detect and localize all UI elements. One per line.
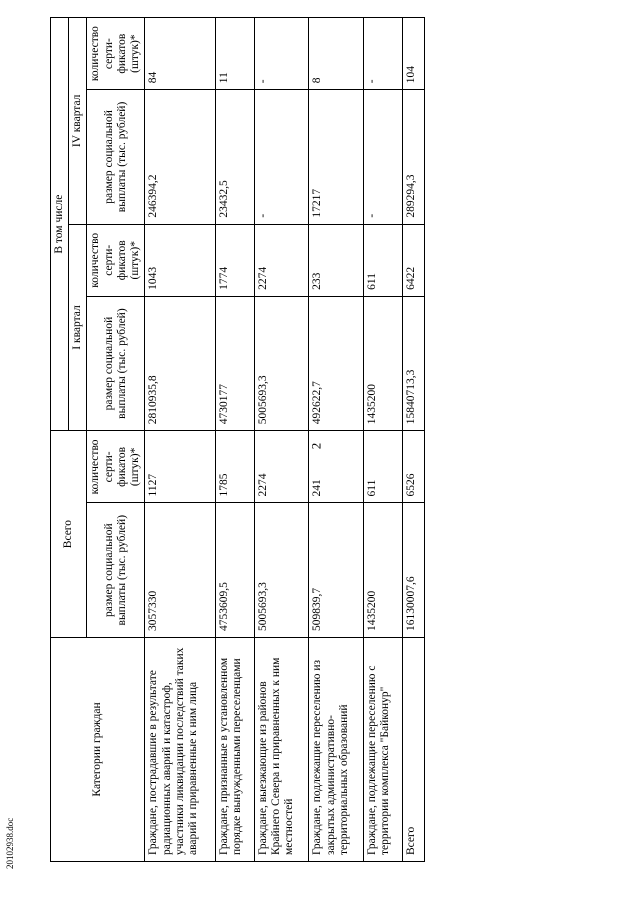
row-q1-count: 2274 bbox=[254, 224, 309, 296]
row-q1-sum: 15840713,3 bbox=[402, 296, 424, 430]
row-q4-count: 104 bbox=[402, 18, 424, 90]
page-number: 2 bbox=[308, 442, 324, 450]
row-q4-count: - bbox=[254, 18, 309, 90]
header-including: В том числе bbox=[51, 18, 69, 431]
table-row bbox=[364, 18, 403, 862]
row-q4-sum: 23432,5 bbox=[216, 90, 255, 224]
row-category: Граждане, подлежащие переселению с территории комплекса "Байконур" bbox=[364, 637, 403, 861]
row-total-count: 1127 bbox=[145, 431, 216, 503]
row-q1-count: 611 bbox=[364, 224, 403, 296]
row-q4-sum: 289294,3 bbox=[402, 90, 424, 224]
row-q1-sum: 4730177 bbox=[216, 296, 255, 430]
row-q4-count: 11 bbox=[216, 18, 255, 90]
row-category: Граждане, подлежащие переселению из закрытых административно-территориальных образований bbox=[309, 637, 364, 861]
row-q1-sum: 5005693,3 bbox=[254, 296, 309, 430]
table-row bbox=[309, 18, 364, 862]
table-row bbox=[216, 18, 255, 862]
table-row bbox=[145, 18, 216, 862]
header-certs: количество серти-фикатов (штук)* bbox=[87, 18, 145, 90]
header-payout: размер социальной выплаты (тыс. рублей) bbox=[87, 296, 145, 430]
file-label: 20102938.doc bbox=[5, 817, 15, 869]
row-total-count: 6526 bbox=[402, 431, 424, 503]
header-q4: IV квартал bbox=[69, 18, 87, 225]
row-q1-sum: 492622,7 bbox=[309, 296, 364, 430]
row-category: Граждане, выезжающие из районов Крайнего Севера и приравненных к ним местностей bbox=[254, 637, 309, 861]
row-q1-count: 1774 bbox=[216, 224, 255, 296]
row-total-sum: 4753609,5 bbox=[216, 503, 255, 637]
social-payments-table bbox=[50, 17, 425, 862]
header-payout: размер социальной выплаты (тыс. рублей) bbox=[87, 90, 145, 224]
row-total-sum: 5005693,3 bbox=[254, 503, 309, 637]
row-total-sum: 1435200 bbox=[364, 503, 403, 637]
table-row-total bbox=[402, 18, 424, 862]
row-total-sum: 509839,7 bbox=[309, 503, 364, 637]
row-q1-count: 6422 bbox=[402, 224, 424, 296]
row-q1-sum: 2810935,8 bbox=[145, 296, 216, 430]
row-total-count: 611 bbox=[364, 431, 403, 503]
row-category: Всего bbox=[402, 637, 424, 861]
row-total-count: 241 bbox=[309, 431, 364, 503]
row-q4-count: - bbox=[364, 18, 403, 90]
row-q4-sum: 246394,2 bbox=[145, 90, 216, 224]
row-q4-count: 84 bbox=[145, 18, 216, 90]
row-total-count: 2274 bbox=[254, 431, 309, 503]
table-row bbox=[254, 18, 309, 862]
row-q4-sum: 17217 bbox=[309, 90, 364, 224]
row-q4-sum: - bbox=[364, 90, 403, 224]
row-total-sum: 3057330 bbox=[145, 503, 216, 637]
row-total-count: 1785 bbox=[216, 431, 255, 503]
header-certs: количество серти-фикатов (штук)* bbox=[87, 224, 145, 296]
header-certs: количество серти-фикатов (штук)* bbox=[87, 431, 145, 503]
rotated-table-container bbox=[50, 17, 425, 862]
header-total: Всего bbox=[51, 431, 87, 638]
header-category: Категории граждан bbox=[51, 637, 145, 861]
row-category: Граждане, признанные в установленном порядке вынужденными переселенцами bbox=[216, 637, 255, 861]
row-q4-count: 8 bbox=[309, 18, 364, 90]
row-q1-count: 1043 bbox=[145, 224, 216, 296]
header-payout: размер социальной выплаты (тыс. рублей) bbox=[87, 503, 145, 637]
row-q1-count: 233 bbox=[309, 224, 364, 296]
header-q1: I квартал bbox=[69, 224, 87, 431]
row-total-sum: 16130007,6 bbox=[402, 503, 424, 637]
row-q4-sum: - bbox=[254, 90, 309, 224]
row-category: Граждане, пострадавшие в результате радиационных аварий и катастроф, участники ликвидации последствий таких аварий и приравненные к ним лица bbox=[145, 637, 216, 861]
row-q1-sum: 1435200 bbox=[364, 296, 403, 430]
